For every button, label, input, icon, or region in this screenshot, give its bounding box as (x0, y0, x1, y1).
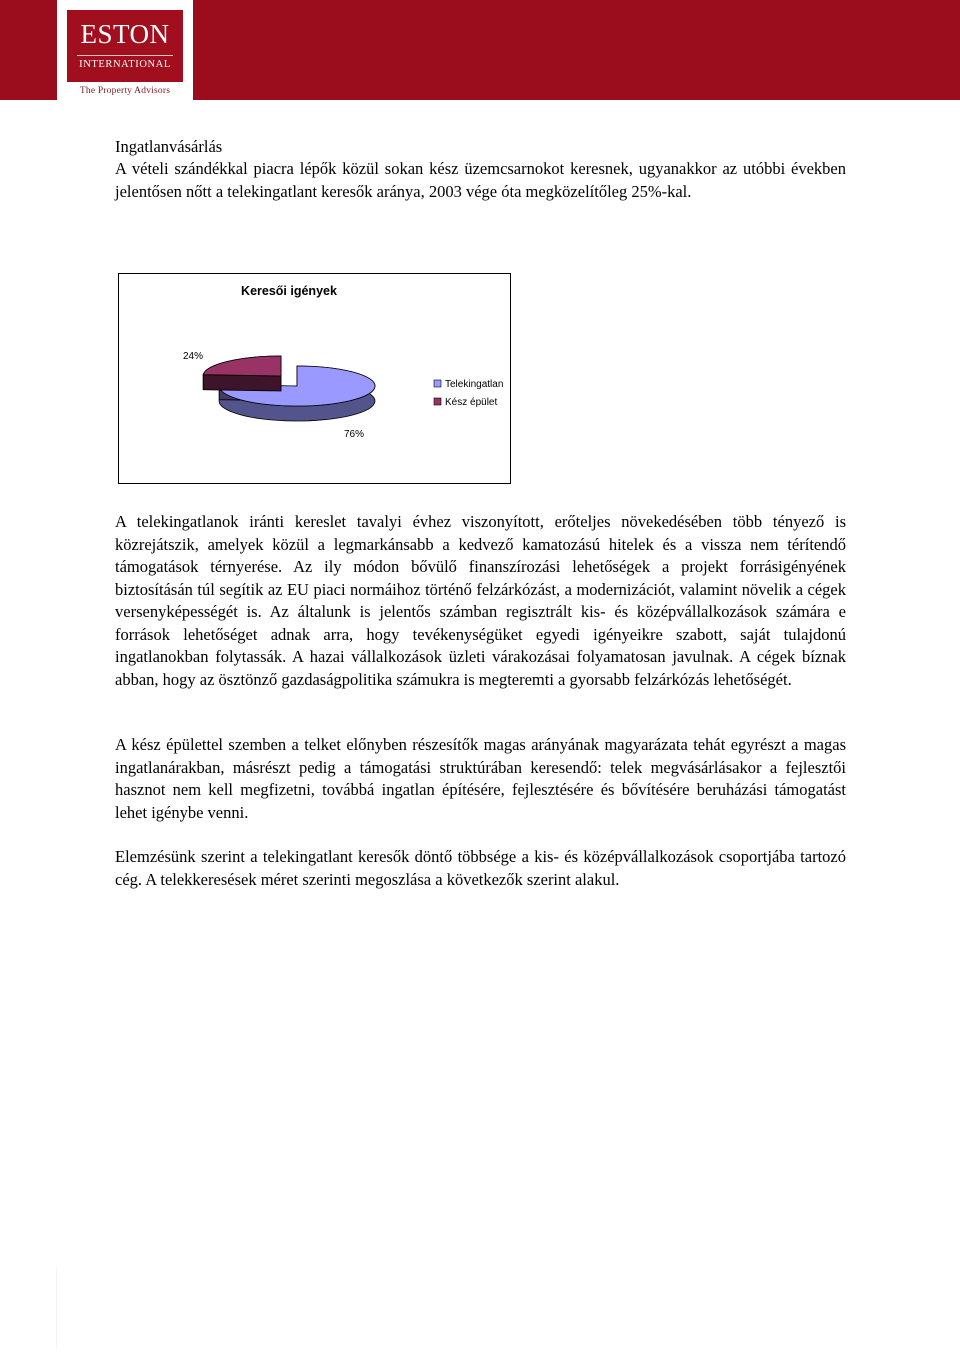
paragraph-land-preference: A kész épülettel szemben a telket előnyben részesítők magas arányának magyarázata tehát egyrészt a magas ingatlanárakban, másrészt pedig a támogatási struktúrában keresendő: telek megvásárlásakor a fejlesztői hasznot nem kell megfizetni, továbbá ingatlan építésére, fejlesztésére és bővítésére beruházási támogatást lehet igénybe venni. (115, 735, 846, 822)
section-heading: Ingatlanvásárlás (115, 137, 223, 156)
paragraph-demand-factors: A telekingatlanok iránti kereslet tavalyi évhez viszonyított, erőteljes növekedésében több tényező is közrejátszik, amelyek közül a legmarkánsabb a kedvező kamatozású hitelek és a vissza nem térítendő támogatások térnyerése. Az ily módon bővülő finanszírozási lehetőségek a projekt forrásigényének biztosításán túl segítik az EU piaci normáihoz történő felzárkózást, a modernizációt, valamint növelik a cégek versenyképességét is. Az általunk is jelentős számban regisztrált kis- és középvállalkozások számára e források lehetőséget adnak arra, hogy tevékenységüket egyedi igényeikre szabott, saját tulajdonú ingatlanokban folytassák. A hazai vállalkozások üzleti várakozásai folyamatosan javulnak. A cégek bíznak abban, hogy az ösztönző gazdaságpolitika számukra is megteremti a gyorsabb felzárkózás lehetőségét. (115, 512, 846, 689)
logo-brand-sub: INTERNATIONAL (79, 59, 171, 70)
pie-chart (118, 273, 511, 484)
paragraph-intro: A vételi szándékkal piacra lépők közül sokan kész üzemcsarnokot keresnek, ugyanakkor az utóbbi években jelentősen nőtt a telekingatlant keresők aránya, 2003 vége óta megközelítőleg 25%-kal. (115, 159, 846, 201)
legend-label-kesz-epulet: Kész épület (445, 397, 498, 408)
data-label-kesz-epulet: 24% (182, 351, 204, 362)
pie-group (203, 356, 375, 421)
logo-badge (67, 10, 183, 82)
logo-brand-main: ESTON (80, 19, 170, 49)
company-logo (57, 0, 193, 100)
pie-slice-face-kesz-epulet-0 (203, 375, 281, 391)
logo-divider (77, 55, 173, 56)
margin-line (56, 1268, 57, 1348)
legend-swatch-telekingatlan (434, 380, 441, 387)
logo-tagline: The Property Advisors (79, 86, 171, 96)
legend-label-telekingatlan: Telekingatlan (445, 379, 504, 390)
legend-swatch-kesz-epulet (434, 398, 441, 405)
data-label-telekingatlan: 76% (343, 429, 365, 440)
pie-slice-kesz-epulet (203, 356, 281, 376)
pie-chart-canvas (119, 274, 510, 483)
chart-title: Keresői igények (241, 284, 337, 298)
paragraph-analysis: Elemzésünk szerint a telekingatlant keresők döntő többsége a kis- és középvállalkozások csoportjába tartozó cég. A telekkeresések méret szerinti megoszlása a következők szerint alakul. (115, 847, 846, 889)
chart-legend (434, 379, 503, 408)
